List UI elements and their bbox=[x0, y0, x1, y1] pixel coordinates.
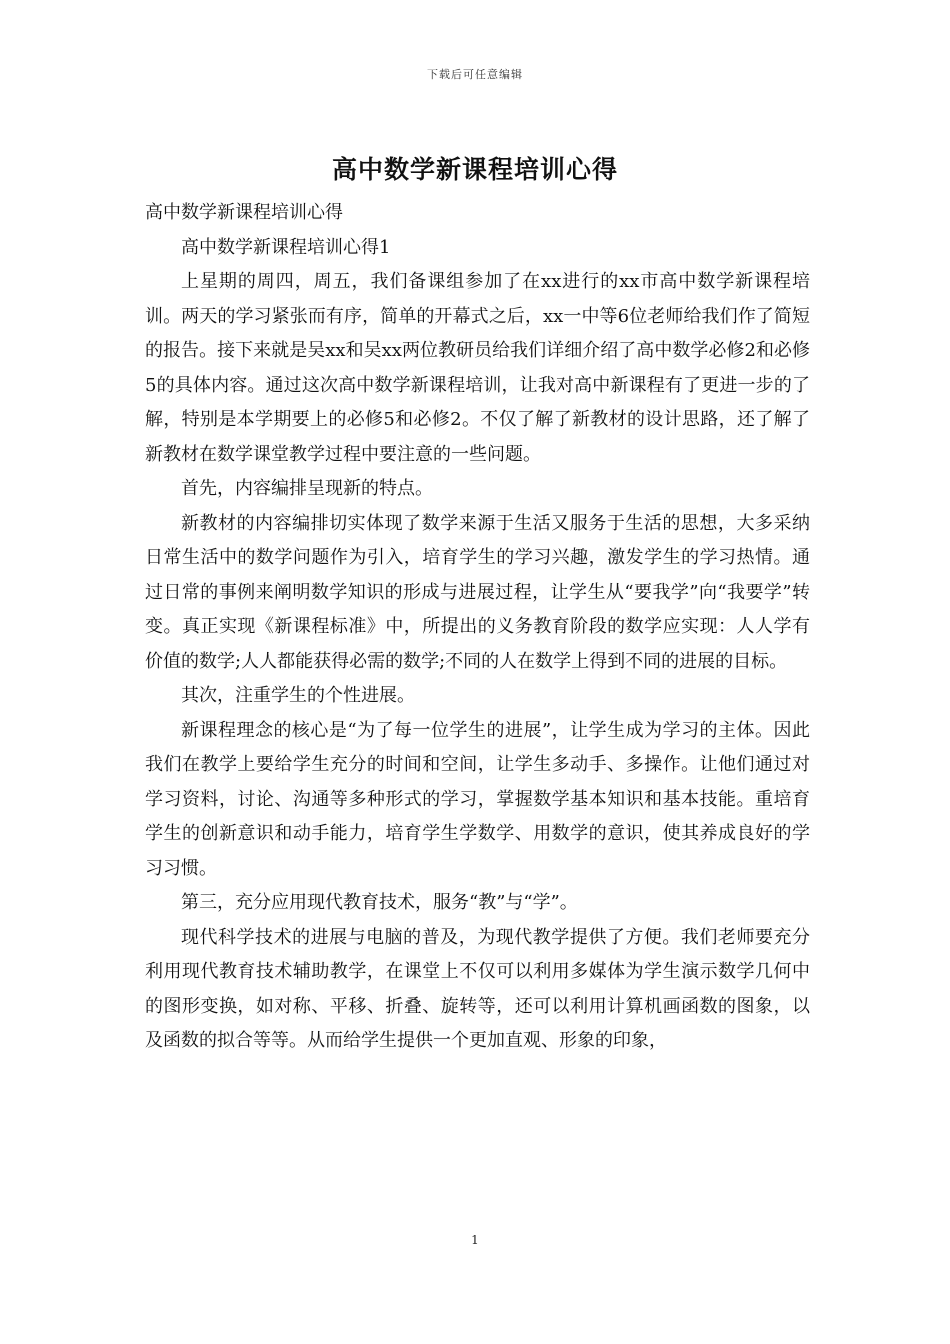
page-number: 1 bbox=[471, 1233, 479, 1247]
document-title: 高中数学新课程培训心得 bbox=[331, 155, 618, 184]
paragraph: 其次，注重学生的个性进展。 bbox=[181, 685, 415, 706]
paragraph: 上星期的周四，周五，我们备课组参加了在xx进行的xx市高中数学新课程培训。两天的学习紧张而有序，简单的开幕式之后，xx一中等6位老师给我们作了简短的报告。接下来就是吴xx和吴xx两位教研员给我们详细介绍了高中数学必修2和必修5的具体内容。通过这次高中数学新课程培训，让我对高中新课程有了更进一步的了解，特别是本学期要上的必修5和必修2。不仅了解了新教材的设计思路，还了解了新教材在数学课堂教学过程中要注意的一些问题。 bbox=[145, 271, 810, 465]
paragraph-subtitle: 高中数学新课程培训心得 bbox=[145, 202, 343, 223]
paragraph: 首先，内容编排呈现新的特点。 bbox=[181, 478, 433, 499]
header-note: 下载后可任意编辑 bbox=[427, 68, 523, 81]
paragraph: 第三，充分应用现代教育技术，服务“教”与“学”。 bbox=[181, 892, 578, 913]
paragraph-section-heading: 高中数学新课程培训心得1 bbox=[181, 236, 391, 258]
paragraph: 新教材的内容编排切实体现了数学来源于生活又服务于生活的思想，大多采纳日常生活中的数学问题作为引入，培育学生的学习兴趣，激发学生的学习热情。通过日常的事例来阐明数学知识的形成与进展过程，让学生从“要我学”向“我要学”转变。真正实现《新课程标准》中，所提出的义务教育阶段的数学应实现：人人学有价值的数学;人人都能获得必需的数学;不同的人在数学上得到不同的进展的目标。 bbox=[145, 512, 810, 672]
document-body bbox=[145, 196, 810, 1059]
paragraph: 现代科学技术的进展与电脑的普及，为现代教学提供了方便。我们老师要充分利用现代教育技术辅助教学，在课堂上不仅可以利用多媒体为学生演示数学几何中的图形变换，如对称、平移、折叠、旋转等，还可以利用计算机画函数的图象，以及函数的拟合等等。从而给学生提供一个更加直观、形象的印象， bbox=[145, 926, 810, 1051]
paragraph: 新课程理念的核心是“为了每一位学生的进展”，让学生成为学习的主体。因此我们在教学上要给学生充分的时间和空间，让学生多动手、多操作。让他们通过对学习资料，讨论、沟通等多种形式的学习，掌握数学基本知识和基本技能。重培育学生的创新意识和动手能力，培育学生学数学、用数学的意识，使其养成良好的学习习惯。 bbox=[145, 719, 810, 879]
